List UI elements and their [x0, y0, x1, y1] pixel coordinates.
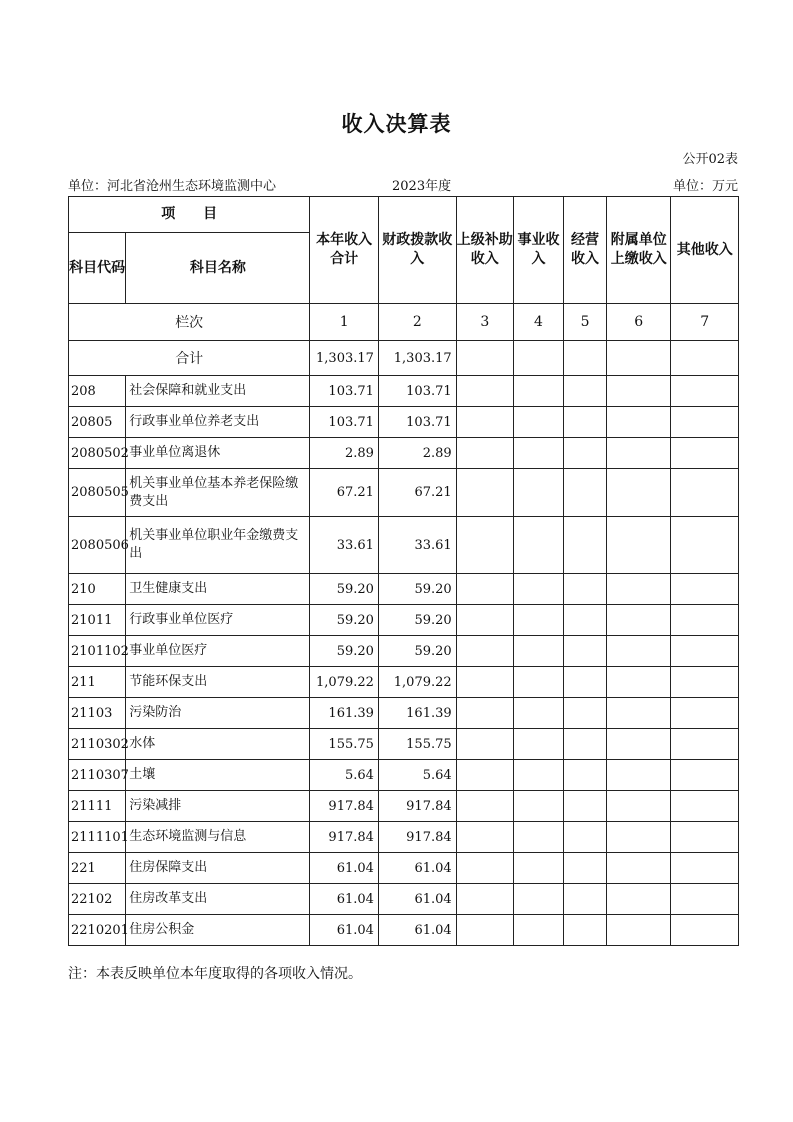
empty-cell: [607, 517, 671, 574]
subject-code: 2080506: [69, 517, 126, 574]
header-name: 科目名称: [126, 233, 310, 304]
subject-name: 住房公积金: [126, 915, 310, 946]
header-col2: 财政拨款收入: [378, 197, 456, 304]
row-col1: 5.64: [310, 760, 379, 791]
row-col1: 917.84: [310, 822, 379, 853]
empty-cell: [607, 760, 671, 791]
total-row: [69, 341, 739, 376]
subject-code: 21111: [69, 791, 126, 822]
table-row: [69, 517, 739, 574]
empty-cell: [607, 469, 671, 517]
empty-cell: [671, 760, 739, 791]
row-col2: 155.75: [378, 729, 456, 760]
header-col6: 附属单位上缴收入: [607, 197, 671, 304]
row-col2: 59.20: [378, 574, 456, 605]
row-col1: 103.71: [310, 376, 379, 407]
empty-cell: [564, 822, 607, 853]
column-number-label: 栏次: [69, 304, 310, 341]
empty-cell: [607, 884, 671, 915]
empty-cell: [607, 438, 671, 469]
column-number: 3: [456, 304, 513, 341]
subject-name: 事业单位离退休: [126, 438, 310, 469]
empty-cell: [564, 698, 607, 729]
empty-cell: [607, 853, 671, 884]
total-col2: 1,303.17: [378, 341, 456, 376]
empty-cell: [513, 667, 563, 698]
row-col1: 61.04: [310, 884, 379, 915]
row-col2: 917.84: [378, 822, 456, 853]
empty-cell: [671, 698, 739, 729]
empty-cell: [513, 438, 563, 469]
header-col4: 事业收入: [513, 197, 563, 304]
empty-cell: [607, 822, 671, 853]
empty-cell: [607, 574, 671, 605]
table-row: [69, 853, 739, 884]
subject-name: 住房保障支出: [126, 853, 310, 884]
empty-cell: [564, 884, 607, 915]
empty-cell: [513, 884, 563, 915]
header-col1: 本年收入合计: [310, 197, 379, 304]
empty-cell: [671, 438, 739, 469]
table-row: [69, 438, 739, 469]
column-number: 1: [310, 304, 379, 341]
row-col2: 5.64: [378, 760, 456, 791]
empty-cell: [564, 791, 607, 822]
empty-cell: [564, 469, 607, 517]
empty-cell: [564, 574, 607, 605]
subject-name: 住房改革支出: [126, 884, 310, 915]
empty-cell: [671, 376, 739, 407]
subject-code: 21011: [69, 605, 126, 636]
empty-cell: [671, 729, 739, 760]
table-note: 注：本表反映单位本年度取得的各项收入情况。: [68, 966, 362, 982]
subject-name: 行政事业单位养老支出: [126, 407, 310, 438]
total-label: 合计: [69, 341, 310, 376]
table-row: [69, 729, 739, 760]
empty-cell: [513, 517, 563, 574]
row-col1: 155.75: [310, 729, 379, 760]
subject-name: 污染减排: [126, 791, 310, 822]
empty-cell: [513, 853, 563, 884]
empty-cell: [513, 915, 563, 946]
subject-code: 2080502: [69, 438, 126, 469]
subject-code: 2080505: [69, 469, 126, 517]
empty-cell: [513, 341, 563, 376]
subject-name: 机关事业单位基本养老保险缴费支出: [126, 469, 310, 517]
table-row: [69, 376, 739, 407]
row-col2: 103.71: [378, 407, 456, 438]
row-col2: 61.04: [378, 915, 456, 946]
empty-cell: [607, 605, 671, 636]
empty-cell: [456, 667, 513, 698]
subject-code: 21103: [69, 698, 126, 729]
empty-cell: [671, 636, 739, 667]
empty-cell: [671, 667, 739, 698]
empty-cell: [513, 791, 563, 822]
subject-name: 行政事业单位医疗: [126, 605, 310, 636]
row-col1: 59.20: [310, 605, 379, 636]
subject-code: 22102: [69, 884, 126, 915]
form-code: 公开02表: [682, 152, 738, 167]
table-row: [69, 605, 739, 636]
header-col5: 经营收入: [564, 197, 607, 304]
empty-cell: [607, 407, 671, 438]
row-col2: 2.89: [378, 438, 456, 469]
row-col1: 103.71: [310, 407, 379, 438]
empty-cell: [564, 667, 607, 698]
row-col1: 59.20: [310, 574, 379, 605]
empty-cell: [564, 760, 607, 791]
table-row: [69, 574, 739, 605]
subject-code: 211: [69, 667, 126, 698]
empty-cell: [564, 407, 607, 438]
row-col2: 59.20: [378, 636, 456, 667]
header-project: 项 目: [69, 197, 310, 233]
empty-cell: [456, 438, 513, 469]
subject-name: 水体: [126, 729, 310, 760]
column-number-row: [69, 304, 739, 341]
empty-cell: [513, 376, 563, 407]
empty-cell: [671, 574, 739, 605]
row-col1: 161.39: [310, 698, 379, 729]
empty-cell: [607, 341, 671, 376]
empty-cell: [456, 574, 513, 605]
empty-cell: [671, 341, 739, 376]
empty-cell: [607, 698, 671, 729]
table-row: [69, 760, 739, 791]
subject-code: 208: [69, 376, 126, 407]
page-title: 收入决算表: [341, 112, 452, 136]
empty-cell: [671, 469, 739, 517]
subject-code: 2111101: [69, 822, 126, 853]
column-number: 5: [564, 304, 607, 341]
empty-cell: [564, 915, 607, 946]
header-code: 科目代码: [69, 233, 126, 304]
subject-name: 土壤: [126, 760, 310, 791]
row-col2: 161.39: [378, 698, 456, 729]
subject-name: 节能环保支出: [126, 667, 310, 698]
empty-cell: [564, 438, 607, 469]
subject-code: 2210201: [69, 915, 126, 946]
empty-cell: [513, 822, 563, 853]
row-col1: 2.89: [310, 438, 379, 469]
table-row: [69, 469, 739, 517]
empty-cell: [456, 791, 513, 822]
empty-cell: [564, 605, 607, 636]
row-col2: 103.71: [378, 376, 456, 407]
empty-cell: [564, 517, 607, 574]
subject-name: 卫生健康支出: [126, 574, 310, 605]
column-number: 2: [378, 304, 456, 341]
table-row: [69, 791, 739, 822]
empty-cell: [456, 341, 513, 376]
total-col1: 1,303.17: [310, 341, 379, 376]
row-col1: 67.21: [310, 469, 379, 517]
empty-cell: [513, 698, 563, 729]
empty-cell: [456, 407, 513, 438]
header-col7: 其他收入: [671, 197, 739, 304]
empty-cell: [513, 636, 563, 667]
empty-cell: [456, 469, 513, 517]
empty-cell: [671, 605, 739, 636]
row-col1: 917.84: [310, 791, 379, 822]
empty-cell: [513, 469, 563, 517]
empty-cell: [671, 791, 739, 822]
subject-name: 社会保障和就业支出: [126, 376, 310, 407]
empty-cell: [456, 636, 513, 667]
row-col1: 1,079.22: [310, 667, 379, 698]
subject-name: 生态环境监测与信息: [126, 822, 310, 853]
subject-code: 221: [69, 853, 126, 884]
subject-name: 事业单位医疗: [126, 636, 310, 667]
row-col2: 61.04: [378, 884, 456, 915]
empty-cell: [671, 915, 739, 946]
table-row: [69, 915, 739, 946]
row-col1: 33.61: [310, 517, 379, 574]
row-col2: 1,079.22: [378, 667, 456, 698]
table-row: [69, 407, 739, 438]
empty-cell: [456, 376, 513, 407]
row-col2: 61.04: [378, 853, 456, 884]
row-col1: 61.04: [310, 915, 379, 946]
empty-cell: [456, 517, 513, 574]
table-row: [69, 667, 739, 698]
empty-cell: [607, 729, 671, 760]
empty-cell: [456, 853, 513, 884]
money-unit-label: 单位：万元: [672, 179, 738, 194]
empty-cell: [607, 915, 671, 946]
empty-cell: [456, 884, 513, 915]
subject-code: 2110302: [69, 729, 126, 760]
empty-cell: [564, 853, 607, 884]
subject-code: 2101102: [69, 636, 126, 667]
empty-cell: [513, 729, 563, 760]
empty-cell: [607, 636, 671, 667]
unit-label: 单位：河北省沧州生态环境监测中心: [68, 179, 277, 194]
row-col2: 917.84: [378, 791, 456, 822]
column-number: 7: [671, 304, 739, 341]
empty-cell: [671, 407, 739, 438]
subject-code: 2110307: [69, 760, 126, 791]
column-number: 6: [607, 304, 671, 341]
empty-cell: [671, 517, 739, 574]
empty-cell: [456, 698, 513, 729]
table-row: [69, 884, 739, 915]
empty-cell: [607, 376, 671, 407]
subject-code: 20805: [69, 407, 126, 438]
empty-cell: [607, 667, 671, 698]
empty-cell: [456, 822, 513, 853]
subject-name: 机关事业单位职业年金缴费支出: [126, 517, 310, 574]
empty-cell: [456, 729, 513, 760]
row-col2: 59.20: [378, 605, 456, 636]
empty-cell: [564, 341, 607, 376]
row-col2: 67.21: [378, 469, 456, 517]
empty-cell: [564, 376, 607, 407]
empty-cell: [607, 791, 671, 822]
empty-cell: [456, 915, 513, 946]
row-col1: 59.20: [310, 636, 379, 667]
income-table: [68, 196, 739, 946]
subject-code: 210: [69, 574, 126, 605]
empty-cell: [513, 605, 563, 636]
row-col1: 61.04: [310, 853, 379, 884]
table-row: [69, 698, 739, 729]
subject-name: 污染防治: [126, 698, 310, 729]
empty-cell: [564, 636, 607, 667]
header-col3: 上级补助收入: [456, 197, 513, 304]
empty-cell: [564, 729, 607, 760]
empty-cell: [671, 853, 739, 884]
empty-cell: [671, 884, 739, 915]
table-row: [69, 822, 739, 853]
empty-cell: [513, 407, 563, 438]
empty-cell: [671, 822, 739, 853]
empty-cell: [456, 605, 513, 636]
empty-cell: [513, 574, 563, 605]
year-label: 2023年度: [392, 179, 452, 194]
empty-cell: [513, 760, 563, 791]
column-number: 4: [513, 304, 563, 341]
empty-cell: [456, 760, 513, 791]
table-row: [69, 636, 739, 667]
row-col2: 33.61: [378, 517, 456, 574]
